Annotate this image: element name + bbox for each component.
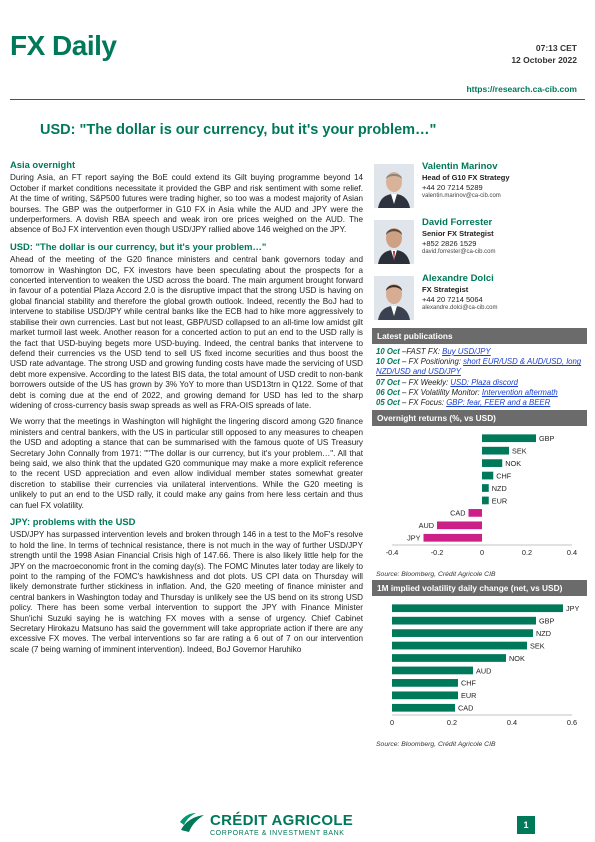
analyst-info (422, 216, 495, 258)
analyst-title: Senior FX Strategist (422, 229, 494, 238)
category-label: CHF (461, 678, 476, 688)
bar-gbp (392, 617, 536, 625)
category-label: GBP (539, 616, 555, 626)
section-jpy (10, 517, 363, 655)
bar-nzd (482, 484, 489, 492)
header-time: 07:13 CET (535, 43, 577, 53)
chart-title: Overnight returns (%, vs USD) (372, 410, 587, 426)
publication-date: 06 Oct (376, 387, 400, 397)
bar-jpy (392, 605, 563, 613)
publication-link[interactable]: Buy USD/JPY (442, 347, 491, 356)
analyst-title: FX Strategist (422, 285, 469, 294)
publication-item (376, 398, 583, 408)
publication-item (376, 378, 583, 388)
analyst-info (422, 272, 497, 314)
publications-header: Latest publications (372, 328, 587, 344)
header-divider (10, 99, 585, 100)
publication-link[interactable]: USD: Plaza discord (450, 377, 519, 387)
avatar (374, 276, 414, 320)
x-tick-label: 0.4 (506, 718, 518, 728)
publication-link[interactable]: GBP: fear, FEER and a BEER (446, 398, 551, 408)
header-timestamp (511, 42, 577, 66)
publication-item (376, 388, 583, 398)
credit-agricole-logo-icon (178, 810, 206, 836)
paragraph: We worry that the meetings in Washington will highlight the lingering discord among G20 finance ministers and central bankers, with the US in particular still opposed to any measures to cheapen the USD and adopting a stance that can be summarised with the famous quote of US Treasury Secretary John Connally from 1971: ""The dollar is our currency, but it's your problem…". All that being said, we also think that the updated G20 communique may make a more explicit reference to the recent USD appreciation and even allow individual member states somewhat greater discretion to stabilise their currencies via unilateral interventions. While the G20 meeting is unlikely to put an end to the USD rally, it could make any gains from here less certain and thus can fuel FX volatility. (10, 417, 363, 510)
publication-item (376, 357, 583, 377)
category-label: NZD (491, 484, 507, 494)
x-tick-label: 0 (389, 718, 395, 728)
publication-type: – FX Positioning: (399, 357, 464, 367)
overnight-returns-svg (372, 426, 587, 566)
bar-nzd (392, 629, 533, 637)
bar-gbp (482, 435, 536, 443)
section-title: USD: "The dollar is our currency, but it's your problem…" (10, 240, 267, 252)
bar-aud (437, 522, 482, 530)
bank-logo (178, 810, 388, 840)
section-title: JPY: problems with the USD (10, 516, 136, 527)
page-number: 1 (517, 816, 535, 834)
research-link[interactable]: https://research.ca-cib.com (466, 84, 577, 94)
section-usd (10, 242, 363, 511)
publication-date: 07 Oct (376, 377, 400, 387)
analyst-title: Head of G10 FX Strategy (422, 173, 510, 182)
paragraph: During Asia, an FT report saying the BoE could extend its Gilt buying programme beyond 14 October if market conditions necessitate it provided the GBP and risk sentiment with some relief. At the time of writing, S&P500 futures were trading higher, so too was a modest majority of Asian bourses. The GBP was the outperformer in G10 FX in Asia while the AUD and JPY were the underperformers. A dovish RBA speech and weak iron ore prices weighed on the AUD. The absence of BoJ FX intervention even though USD/JPY rallied above 146 weighed on the JPY. (10, 173, 363, 235)
bar-sek (482, 447, 509, 455)
analyst-name: David Forrester (422, 217, 493, 228)
x-tick-label: 0.2 (521, 548, 533, 558)
bar-cad (469, 509, 483, 517)
category-label: CAD (458, 703, 474, 713)
implied-vol-svg (372, 596, 587, 736)
bar-sek (392, 642, 527, 650)
analyst-phone: +852 2826 1529 (422, 238, 477, 248)
analyst-phone: +44 20 7214 5289 (422, 182, 483, 192)
page-headline: USD: "The dollar is our currency, but it's your problem…" (40, 122, 437, 138)
person-icon (374, 276, 414, 320)
sidebar (372, 160, 587, 748)
category-label: AUD (418, 521, 434, 531)
analyst-name: Valentin Marinov (422, 161, 498, 172)
publication-link[interactable]: short EUR/USD & AUD/USD, long NZD/USD and USD/JPY (376, 357, 582, 377)
x-tick-label: 0.6 (566, 718, 578, 728)
latest-publications (372, 328, 587, 410)
section-asia (10, 160, 363, 236)
bar-eur (392, 692, 458, 700)
analyst-email[interactable]: valentin.marinov@ca-cib.com (422, 193, 501, 199)
implied-vol-chart (372, 580, 587, 748)
analyst-card (372, 160, 587, 212)
category-label: AUD (476, 666, 492, 676)
avatar (374, 164, 414, 208)
x-tick-label: -0.2 (430, 548, 444, 558)
x-tick-label: 0 (479, 548, 485, 558)
category-label: GBP (539, 434, 555, 444)
category-label: CAD (450, 508, 466, 518)
analyst-email[interactable]: david.forrester@ca-cib.com (422, 249, 496, 255)
logo-line2: CORPORATE & INVESTMENT BANK (210, 830, 345, 837)
publication-date: 10 Oct (376, 357, 400, 367)
publication-link[interactable]: Intervention aftermath (481, 387, 558, 397)
bar-jpy (424, 534, 483, 542)
category-label: NOK (509, 654, 525, 664)
bar-chf (482, 472, 493, 480)
analyst-card (372, 216, 587, 268)
bar-chf (392, 679, 458, 687)
publications-list (372, 344, 587, 410)
publication-type: – FX Focus: (399, 398, 447, 408)
brand-title: FX Daily (10, 30, 117, 61)
category-label: SEK (530, 641, 545, 651)
bar-eur (482, 497, 489, 505)
analyst-email[interactable]: alexandre.dolci@ca-cib.com (422, 305, 498, 311)
avatar (374, 220, 414, 264)
category-label: JPY (566, 604, 580, 614)
analyst-card (372, 272, 587, 324)
category-label: CHF (496, 471, 512, 481)
bar-nok (392, 654, 506, 662)
bar-aud (392, 667, 473, 675)
category-label: EUR (461, 691, 477, 701)
bar-cad (392, 704, 455, 712)
logo-line1: CRÉDIT AGRICOLE (210, 812, 354, 829)
category-label: EUR (491, 496, 508, 506)
chart-source: Source: Bloomberg, Crédit Agricole CIB (376, 571, 496, 579)
analyst-name: Alexandre Dolci (422, 273, 494, 284)
publication-date: 10 Oct (376, 347, 400, 356)
category-label: JPY (407, 533, 421, 543)
analyst-phone: +44 20 7214 5064 (422, 294, 483, 304)
chart-source: Source: Bloomberg, Crédit Agricole CIB (376, 741, 496, 749)
x-tick-label: 0.2 (446, 718, 458, 728)
person-icon (374, 220, 414, 264)
publication-type: –FAST FX: (399, 347, 443, 356)
analyst-info (422, 160, 510, 202)
person-icon (374, 164, 414, 208)
x-tick-label: 0.4 (566, 548, 578, 558)
paragraph: Ahead of the meeting of the G20 finance ministers and central bank governors today and tomorrow in Washington DC, FX investors have been speculating about the prospects for a concerted intervention to weaken the USD across the board. The main argument brought forward in favour of a potential Plaza Accord 2.0 is the disruptive impact that the strong USD is having on global financial stability and therefore the global growth outlook. Indeed, recently the BoJ had to intervene to stabilise USD/JPY while central banks like the ECB had to hike more aggressively to stabilise their own currencies. Last but not least, GBP/USD collapsed to an all-time low amidst gilt market turmoil last week. Another reason for a concerted action to put an end to the USD rally is the fact that USD-buying begets more USD-buying. Indeed, the central banks that intervene to defend their currencies vs the USD tend to sell US fixed income securities and thus boost the USD rate advantage. The strong USD and growing funding costs have made the servicing of USD debt more expensive. According to the latest BIS data, the total amount of USD credit to non-bank borrowers outside of the US has grown by 3% YoY to more than USD13trn in Q122. Some of that debt is coming due at the end of 2022, and growing demand for USD has led to the sharp widening of cross-currency basis swap spreads as well as FRA-OIS spreads of late. (10, 255, 363, 410)
section-title: Asia overnight (10, 159, 76, 170)
publication-type: – FX Volatility Monitor: (399, 387, 482, 397)
overnight-returns-chart (372, 410, 587, 578)
category-label: NOK (505, 459, 522, 469)
paragraph: USD/JPY has surpassed intervention levels and broken through 146 in a test to the MoF's resolve to hold the line. In terms of technical resistance, there is not much in the way of further USD/JPY strength until the 1998 Asian Financial Crisis high of 147.66. There is also likely little help for the JPY on the macroeconomic front in the coming day(s). The FOMC Minutes later today are likely to point to the ramping of the FOMC's hawkishness and dot plots. US CPI data on Thursday will likely demonstrate further stickiness in inflation. And, the G20 meeting of finance minister and central bankers in Washington today and Thursday is unlikely see the US bend on its strong USD policy. There has been some verbal intervention to support the JPY with Finance Minister Shun'ichi Suzuki saying he is watching FX moves with a sense of urgency. Chief Cabinet Secretary Hirokazu Matsuno has said the government will take appropriate action if there are any excessive FX moves. The verbal interventions so far are rating a 6 out of 7 on our intervention scale (7 being warning of imminent intervention). Indeed, BoJ Governor Haruhiko (10, 530, 363, 654)
x-tick-label: -0.4 (385, 548, 399, 558)
publication-type: – FX Weekly: (399, 377, 451, 387)
header-date: 12 October 2022 (511, 55, 577, 65)
category-label: NZD (536, 629, 551, 639)
chart-title: 1M implied volatility daily change (net, vs USD) (372, 580, 587, 596)
publication-date: 05 Oct (376, 398, 400, 408)
article-body (10, 160, 363, 661)
publication-item (376, 347, 583, 357)
category-label: SEK (512, 446, 527, 456)
bar-nok (482, 459, 502, 467)
